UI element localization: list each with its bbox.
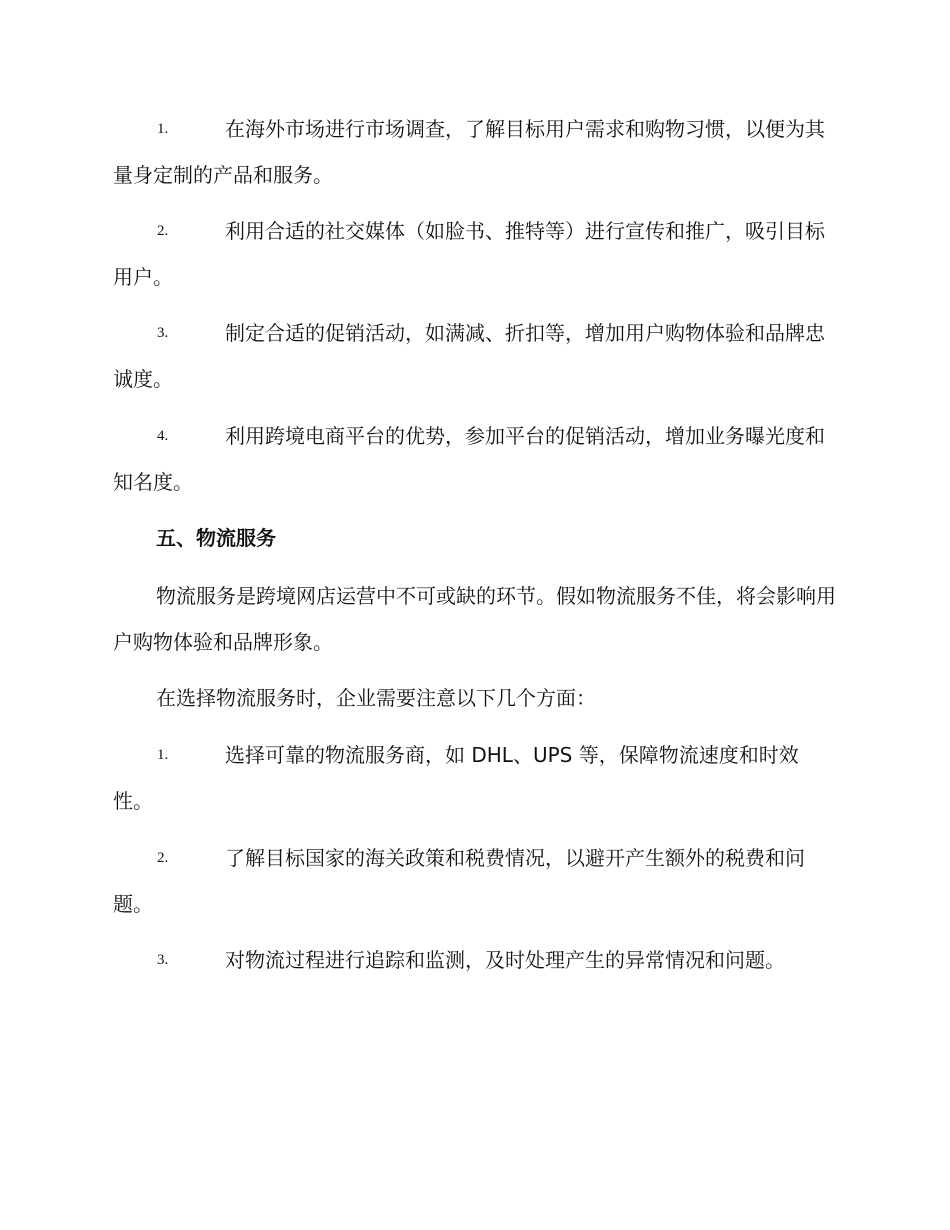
list-text: 对物流过程进行追踪和监测，及时处理产生的异常情况和问题。 (225, 948, 785, 972)
list-text: 利用跨境电商平台的优势，参加平台的促销活动，增加业务曝光度和知名度。 (113, 424, 825, 494)
list-item-b1 (113, 732, 838, 824)
list-number: 1. (157, 747, 169, 763)
list-text: 了解目标国家的海关政策和税费情况，以避开产生额外的税费和问题。 (113, 846, 805, 916)
paragraph-logistics-intro: 物流服务是跨境网店运营中不可或缺的环节。假如物流服务不佳，将会影响用户购物体验和品牌形象。 (113, 584, 836, 654)
list-text: 制定合适的促销活动，如满减、折扣等，增加用户购物体验和品牌忠诚度。 (113, 321, 825, 391)
list-number: 2. (157, 223, 169, 239)
list-number: 3. (157, 952, 169, 968)
list-text: 选择可靠的物流服务商，如 DHL、UPS 等，保障物流速度和时效性。 (113, 743, 799, 813)
list-item-a4 (113, 413, 838, 505)
list-item-a2 (113, 208, 838, 300)
section-heading: 五、物流服务 (156, 526, 276, 550)
list-text: 在海外市场进行市场调查，了解目标用户需求和购物习惯，以便为其量身定制的产品和服务。 (113, 117, 825, 187)
list-text: 利用合适的社交媒体（如脸书、推特等）进行宣传和推广，吸引目标用户。 (113, 219, 825, 289)
list-item-b3 (113, 937, 838, 983)
list-item-a3 (113, 310, 838, 402)
list-item-a1 (113, 106, 838, 198)
paragraph-logistics-aspects: 在选择物流服务时，企业需要注意以下几个方面： (156, 686, 596, 710)
list-item-b2 (113, 835, 838, 927)
list-number: 4. (157, 428, 169, 444)
list-number: 2. (157, 850, 169, 866)
list-number: 3. (157, 325, 169, 341)
list-number: 1. (157, 121, 169, 137)
